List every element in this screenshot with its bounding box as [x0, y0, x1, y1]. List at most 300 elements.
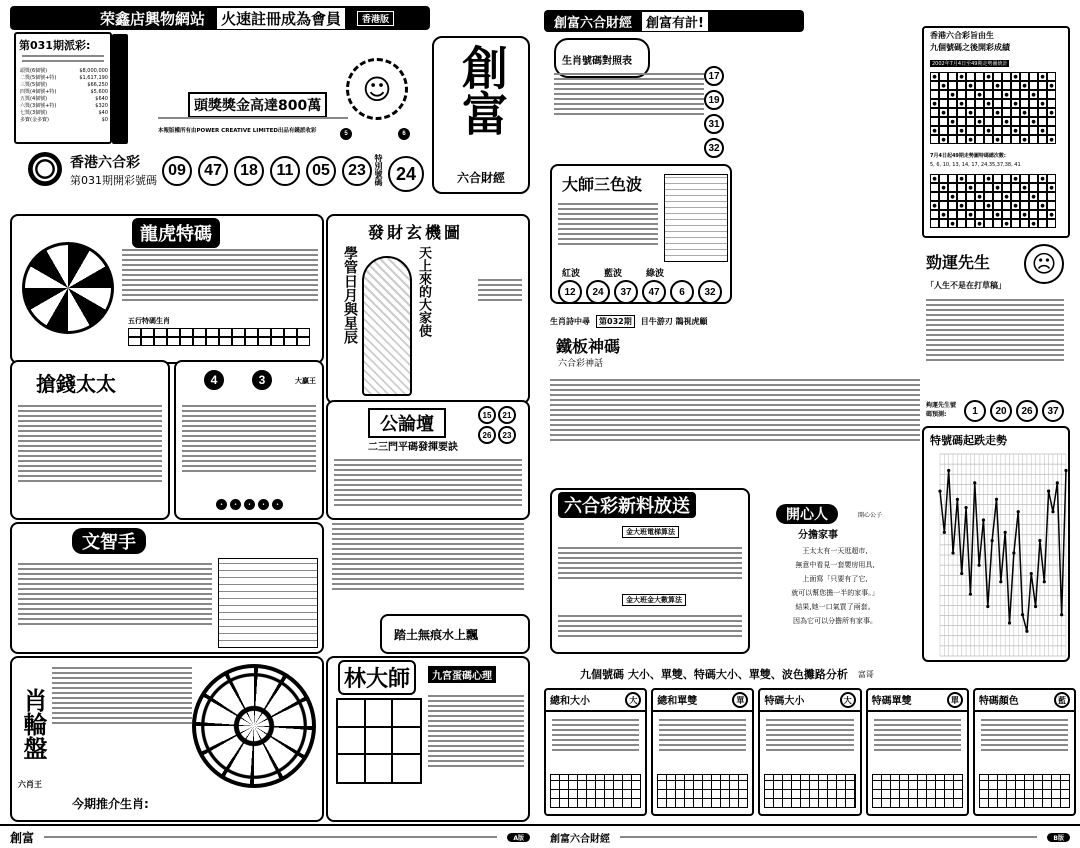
stat-cell	[993, 174, 1002, 183]
trend-point	[1017, 510, 1020, 513]
stat-cell: ●	[966, 108, 975, 117]
analysis-column	[866, 688, 969, 816]
stat-cell: ●	[984, 174, 993, 183]
stat-cell	[984, 135, 993, 144]
stat-cell	[966, 99, 975, 108]
stat-cell	[993, 126, 1002, 135]
trend-point	[978, 564, 981, 567]
grid-cell	[154, 337, 167, 346]
wave-ball: 24	[586, 280, 610, 304]
forum-balls	[478, 406, 522, 444]
stat-cell	[957, 135, 966, 144]
wave-ball: 47	[642, 280, 666, 304]
stat-cell	[1011, 192, 1020, 201]
mini-ball: 6	[398, 128, 410, 140]
stat-cell	[1029, 174, 1038, 183]
stat-cell	[1002, 201, 1011, 210]
stat-cell	[984, 108, 993, 117]
trend-point	[999, 580, 1002, 583]
big-win-box	[174, 360, 324, 520]
issue-poem: 目牛游刃 鵲視虎顧	[640, 316, 708, 326]
draw-ball: 18	[234, 156, 264, 186]
stat-cell	[930, 183, 939, 192]
pick-label: 夠運先生號碼預測:	[926, 402, 957, 418]
trend-point	[995, 498, 998, 501]
col-title: 總和大小	[550, 696, 590, 707]
stat-cell: ●	[1020, 135, 1029, 144]
draw-ball: 47	[198, 156, 228, 186]
sub-a: 金大班電梯算法	[622, 526, 679, 538]
wealth-poem-left: 學管日月與星辰	[342, 246, 358, 344]
stat-cell	[939, 219, 948, 228]
stat-cell	[975, 135, 984, 144]
stat-cell	[1038, 117, 1047, 126]
happy-head: 分擔家事	[798, 530, 838, 541]
stat-cell: ●	[1047, 108, 1056, 117]
forum-box	[326, 400, 530, 520]
stat-cell	[975, 108, 984, 117]
prize-name: 頭獎(6個號)	[20, 68, 48, 74]
stat-cell	[1047, 90, 1056, 99]
stat-cell	[1038, 183, 1047, 192]
grid-cell	[271, 328, 284, 337]
stat-cell: ●	[975, 90, 984, 99]
stat-cell	[1029, 201, 1038, 210]
stat-cell	[1029, 135, 1038, 144]
prize-row	[19, 89, 109, 96]
color-wave-title: 大師三色波	[562, 175, 643, 194]
page-tag-right: B版	[1047, 833, 1070, 842]
stat-cell: ●	[1047, 135, 1056, 144]
stat-cell: ●	[939, 135, 948, 144]
stat-cell	[1011, 219, 1020, 228]
iron-title: 鐵板神碼	[556, 337, 621, 356]
analysis-col-title	[975, 690, 1074, 712]
luck-ball: 1	[964, 400, 986, 422]
analysis-title: 九個號碼 大小、單雙、特碼大小、單雙、波色攤路分析	[580, 668, 848, 681]
tiny-ball: •	[258, 499, 269, 510]
stat-cell	[930, 219, 939, 228]
stat-cell: ●	[1020, 81, 1029, 90]
stat-cell	[993, 201, 1002, 210]
trend-point	[1038, 539, 1041, 542]
draw-ball: 09	[162, 156, 192, 186]
stat-cell: ●	[966, 135, 975, 144]
luck-title: 勁運先生	[926, 253, 991, 272]
issue-title: 第031期派彩:	[19, 39, 91, 52]
grid-cell	[128, 337, 141, 346]
dragon-title: 龍虎特碼	[132, 218, 220, 248]
trend-point	[943, 531, 946, 534]
prize-row	[19, 96, 109, 103]
footprint-title: 踏土無痕水上飄	[394, 628, 479, 642]
zodiac-head-label: 生肖詩中尋	[550, 316, 590, 326]
culture-title: 文智手	[72, 528, 146, 554]
right-banner-slogan: 創富有計!	[642, 12, 708, 31]
stat-cell	[948, 201, 957, 210]
stat-cell	[993, 117, 1002, 126]
stat-cell	[1047, 192, 1056, 201]
stat-cell: ●	[1002, 192, 1011, 201]
grid-cell	[141, 337, 154, 346]
money-title: 搶錢太太	[36, 372, 116, 396]
right-banner	[544, 10, 804, 32]
col-tag: 藍	[1054, 692, 1070, 708]
analysis-column	[973, 688, 1076, 816]
analysis-author: 富哥	[857, 669, 874, 679]
grid-cell	[141, 328, 154, 337]
stat-cell	[966, 90, 975, 99]
stat-cell	[966, 219, 975, 228]
stat-cell: ●	[1047, 210, 1056, 219]
wave-ball: 12	[558, 280, 582, 304]
wave-labels	[562, 266, 664, 279]
stat-cell	[993, 192, 1002, 201]
iron-box	[550, 332, 732, 374]
stat-cell	[1011, 90, 1020, 99]
culture-box	[10, 522, 324, 654]
draw-numbers	[162, 156, 372, 186]
col-tag: 單	[732, 692, 748, 708]
stat-cell	[975, 183, 984, 192]
release-title: 六合彩新料放送	[558, 492, 696, 518]
stat-cell: ●	[1011, 99, 1020, 108]
stat-cell	[1047, 201, 1056, 210]
prize-box	[14, 32, 112, 144]
ninegrid-icon	[336, 698, 422, 784]
analysis-col-title	[546, 690, 645, 712]
trend-point	[1064, 469, 1067, 472]
forum-ball: 21	[498, 406, 516, 424]
luck-ball: 20	[990, 400, 1012, 422]
iron-subtitle: 六合彩神話	[558, 359, 604, 369]
stat-cell	[1029, 108, 1038, 117]
iron-text	[550, 376, 920, 444]
forum-subtitle: 二三門平碼發揮要訣	[368, 442, 458, 453]
stat-cell: ●	[966, 81, 975, 90]
col-title: 特碼單雙	[871, 696, 912, 707]
stat-cell	[1029, 183, 1038, 192]
draw-ball: 05	[306, 156, 336, 186]
stat-cell: ●	[939, 81, 948, 90]
stat-cell	[1038, 210, 1047, 219]
trend-box	[922, 426, 1070, 662]
stat-cell	[1029, 81, 1038, 90]
wave-ball: 37	[614, 280, 638, 304]
stat-cell	[975, 210, 984, 219]
side-ball: 31	[704, 114, 724, 134]
stat-cell: ●	[930, 201, 939, 210]
stat-cell: ●	[1011, 174, 1020, 183]
prize-row	[19, 82, 109, 89]
happy-line: 因為它可以分擔所有家事。	[793, 617, 877, 625]
stat-cell	[1002, 135, 1011, 144]
stat-cell: ●	[975, 219, 984, 228]
stat-cell: ●	[1038, 174, 1047, 183]
stat-cell	[1047, 174, 1056, 183]
luck-ball: 26	[1016, 400, 1038, 422]
page-tag: A版	[507, 833, 530, 842]
col-tag: 單	[947, 692, 963, 708]
stat-cell	[957, 219, 966, 228]
analysis-col-title	[868, 690, 967, 712]
stats-sub: 香港六合彩旨由生	[930, 31, 994, 40]
stat-cell	[957, 117, 966, 126]
trend-point	[947, 469, 950, 472]
stat-cell	[948, 81, 957, 90]
trend-point	[969, 593, 972, 596]
stat-cell: ●	[975, 192, 984, 201]
stat-cell	[1047, 72, 1056, 81]
stat-cell	[957, 183, 966, 192]
stat-cell	[1047, 219, 1056, 228]
stat-cell	[975, 174, 984, 183]
prize-row	[19, 75, 109, 82]
stat-cell	[984, 210, 993, 219]
stat-cell: ●	[957, 174, 966, 183]
stat-cell	[930, 135, 939, 144]
trend-point	[1043, 580, 1046, 583]
five-elements-grid	[128, 328, 310, 346]
stat-cell: ●	[930, 99, 939, 108]
grid-cell	[258, 337, 271, 346]
trend-point	[1047, 490, 1050, 493]
grid-cell	[206, 328, 219, 337]
analysis-columns	[544, 688, 1076, 816]
trend-chart	[926, 450, 1070, 662]
prize-amount: $0	[101, 117, 108, 123]
right-banner-title: 創富六合財經	[554, 15, 633, 31]
calendar-grid	[218, 558, 318, 648]
grid-cell	[180, 337, 193, 346]
hk-logo	[28, 152, 62, 186]
stat-cell	[1002, 72, 1011, 81]
grid-cell	[245, 337, 258, 346]
trend-point	[1004, 531, 1007, 534]
draw-ball: 23	[342, 156, 372, 186]
trend-point	[1034, 605, 1037, 608]
stat-cell: ●	[1047, 81, 1056, 90]
stat-cell	[1020, 117, 1029, 126]
stat-cell	[1020, 192, 1029, 201]
stat-cell: ●	[1029, 117, 1038, 126]
grid-cell	[154, 328, 167, 337]
grid-cell	[271, 337, 284, 346]
col-tag: 大	[625, 692, 641, 708]
prize-row	[19, 68, 109, 75]
side-ball: 19	[704, 90, 724, 110]
vertical-strip	[112, 34, 128, 144]
stat-cell: ●	[948, 117, 957, 126]
stat-cell	[1038, 90, 1047, 99]
trend-point	[1030, 572, 1033, 575]
forum-ball: 26	[478, 426, 496, 444]
dragon-wheel-icon	[22, 242, 114, 334]
prize-name: 五獎(4個號)	[20, 96, 48, 102]
stat-cell	[1011, 135, 1020, 144]
dragon-box	[10, 214, 324, 364]
col-grid	[979, 774, 1070, 808]
happy-line: 上面寫「只要有了它,	[802, 575, 868, 583]
zodiac-wheel-icon	[192, 664, 316, 788]
stat-cell: ●	[1038, 126, 1047, 135]
stat-cell	[966, 117, 975, 126]
stat-cell: ●	[957, 126, 966, 135]
grid-cell	[128, 328, 141, 337]
trend-point	[951, 551, 954, 554]
trend-point	[973, 481, 976, 484]
happy-line: 王太太有一天逛超市,	[802, 547, 868, 555]
prize-amount: $40	[98, 110, 108, 116]
intro-text	[554, 70, 704, 118]
jackpot-box	[128, 32, 430, 144]
stat-cell	[930, 90, 939, 99]
col-grid	[872, 774, 963, 808]
stat-cell	[948, 174, 957, 183]
stat-cell	[939, 117, 948, 126]
stat-cell	[1011, 108, 1020, 117]
stat-cell: ●	[1011, 72, 1020, 81]
prize-amount: $66,250	[87, 82, 108, 88]
stat-cell	[957, 108, 966, 117]
zodiac-chart	[664, 174, 728, 262]
stat-cell: ●	[1038, 99, 1047, 108]
stat-cell	[948, 108, 957, 117]
stat-cell	[1002, 108, 1011, 117]
grid-cell	[245, 328, 258, 337]
trend-point	[982, 518, 985, 521]
stat-cell	[1011, 183, 1020, 192]
grid-cell	[206, 337, 219, 346]
grid-cell	[167, 337, 180, 346]
stat-cell	[1020, 126, 1029, 135]
wheel-title: 肖輪盤	[19, 688, 48, 760]
trend-point	[991, 539, 994, 542]
zodiac-title: 生肖號碼對照表	[562, 56, 632, 67]
happy-line: 就可以幫您擔一半的家事。」	[791, 589, 879, 597]
trend-point	[1008, 621, 1011, 624]
stat-cell: ●	[939, 183, 948, 192]
banner-slogan: 火速註冊成為會員	[217, 8, 345, 29]
stat-cell: ●	[966, 183, 975, 192]
stat-cell	[939, 174, 948, 183]
stat-cell: ●	[957, 201, 966, 210]
stat-grid-1	[930, 72, 1056, 144]
stats-box	[922, 26, 1070, 238]
trend-point	[964, 506, 967, 509]
stat-cell: ●	[1047, 183, 1056, 192]
stat-cell	[1038, 219, 1047, 228]
stat-cell	[975, 99, 984, 108]
stat-cell: ●	[993, 183, 1002, 192]
prize-name: 四獎(4個號+特)	[20, 89, 57, 95]
trend-point	[1021, 613, 1024, 616]
sun-icon: ☺	[346, 58, 408, 120]
luck-balls	[964, 400, 1064, 422]
happy-lines	[760, 544, 910, 628]
trend-point	[960, 572, 963, 575]
stat-cell	[1020, 99, 1029, 108]
stat-cell	[939, 90, 948, 99]
stat-cell	[975, 72, 984, 81]
sage-figure	[362, 256, 412, 396]
grid-cell	[180, 328, 193, 337]
luck-box	[920, 244, 1070, 424]
color-wave-box	[550, 164, 732, 304]
stat-cell: ●	[993, 210, 1002, 219]
zodiac-head	[550, 312, 732, 330]
prize-amount: $320	[95, 103, 108, 109]
side-ball: 32	[704, 138, 724, 158]
stat-cell: ●	[1011, 201, 1020, 210]
master-title: 林大師	[338, 660, 416, 695]
stat-cell: ●	[948, 219, 957, 228]
happy-line: 無意中看見一套嬰房用具,	[795, 561, 875, 569]
stat2: 7月4日起49期走勢圖特碼總次數:	[930, 153, 1006, 159]
stat-cell	[1029, 210, 1038, 219]
stat-cell	[1020, 90, 1029, 99]
stat-cell	[984, 90, 993, 99]
trend-point	[1056, 481, 1059, 484]
mini-ball: 5	[340, 128, 352, 140]
stat-cell	[966, 174, 975, 183]
stat-cell	[1011, 81, 1020, 90]
trend-point	[938, 490, 941, 493]
wave-label: 藍波	[604, 269, 623, 279]
release-box	[550, 488, 750, 654]
banner-tag: 香港版	[357, 11, 394, 26]
stat-cell	[939, 99, 948, 108]
trend-point	[1051, 510, 1054, 513]
stat-cell	[1038, 108, 1047, 117]
prize-name: 六獎(3個號+特)	[20, 103, 57, 109]
stat-cell: ●	[993, 81, 1002, 90]
stat-cell	[966, 201, 975, 210]
right-footer	[540, 824, 1080, 848]
stats-title: 九個號碼之後開彩成績	[930, 43, 1010, 52]
wave-balls	[558, 280, 722, 304]
stat-cell: ●	[930, 126, 939, 135]
analysis-head	[580, 664, 1070, 684]
trend-point	[956, 498, 959, 501]
draw-label-bottom: 第031期開彩號碼	[70, 174, 157, 187]
stat-cell: ●	[993, 108, 1002, 117]
draw-label-top: 香港六合彩	[70, 155, 140, 171]
analysis-col-title	[653, 690, 752, 712]
stat-cell	[1047, 99, 1056, 108]
stat-cell	[984, 81, 993, 90]
stat-cell: ●	[948, 90, 957, 99]
big-win-ball: 3	[252, 370, 272, 390]
stat-cell	[1002, 183, 1011, 192]
five-elements-label: 五行特碼生肖	[128, 317, 170, 325]
stat-cell	[984, 192, 993, 201]
happy-line: 結果,她一口氣買了兩套。	[795, 603, 875, 611]
stat-cell	[930, 192, 939, 201]
stat-cell	[975, 201, 984, 210]
analysis-column	[651, 688, 754, 816]
prize-name: 多寶(金多寶)	[20, 117, 49, 123]
stat-cell	[993, 219, 1002, 228]
stat-cell	[1011, 210, 1020, 219]
col-grid	[550, 774, 641, 808]
stat-cell	[939, 126, 948, 135]
wave-ball: 32	[698, 280, 722, 304]
stat-cell: ●	[957, 72, 966, 81]
wheel-box	[10, 656, 324, 822]
grid-cell	[297, 337, 310, 346]
draw-result	[14, 150, 430, 200]
